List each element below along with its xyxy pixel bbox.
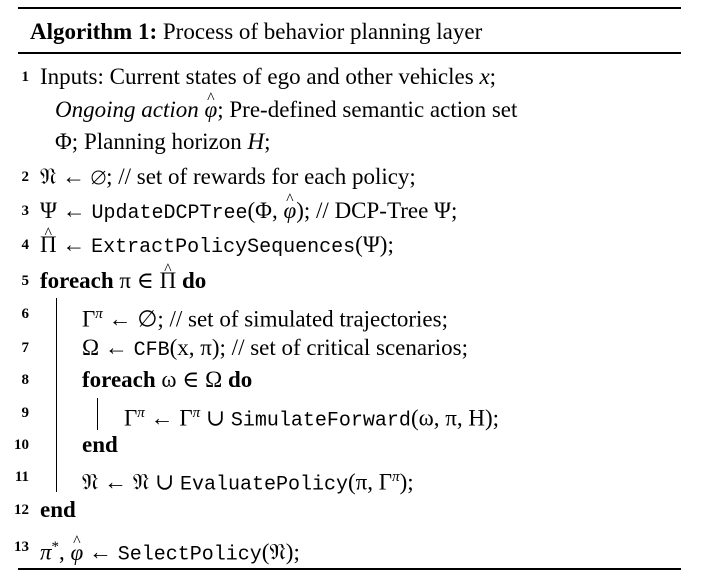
math-var: ^ φ <box>284 196 297 226</box>
line-number: 9 <box>21 405 29 421</box>
line-number: 12 <box>14 502 29 518</box>
math-var: π <box>40 539 52 565</box>
algorithm-caption <box>30 17 482 47</box>
line-text: Ψ ← <box>40 198 92 223</box>
line-text: ← Γ <box>144 405 193 431</box>
function-name: UpdateDCPTree <box>91 202 248 225</box>
algorithm-line <box>82 333 468 363</box>
algorithm-line <box>40 532 300 567</box>
math-var: ^ Π <box>160 266 177 296</box>
line-text: Ω ← <box>82 335 134 360</box>
line-text: (Ψ); <box>355 232 394 257</box>
algorithm-line <box>40 495 76 525</box>
algorithm-line <box>82 462 414 497</box>
keyword: end <box>40 497 76 522</box>
line-number: 8 <box>21 372 29 388</box>
line-number: 5 <box>21 273 29 289</box>
keyword: end <box>82 432 118 457</box>
algorithm-line <box>82 299 448 332</box>
line-text: ← <box>56 232 92 257</box>
algorithm-line <box>55 95 517 125</box>
line-text: Inputs: Current states of ego and other vehicles <box>40 64 480 89</box>
keyword: do <box>227 367 253 392</box>
line-text: Ongoing action <box>55 97 205 122</box>
algorithm-label: Algorithm 1: <box>30 19 158 44</box>
line-number: 6 <box>21 306 29 322</box>
algorithm-line <box>82 365 252 395</box>
line-number: 13 <box>14 539 29 555</box>
superscript: π <box>192 405 201 421</box>
line-text: ; Pre-defined semantic action set <box>217 97 518 122</box>
keyword: do <box>176 268 207 293</box>
caption-rule <box>18 52 681 54</box>
line-text: ω ∈ Ω <box>155 367 228 392</box>
algorithm-line <box>40 266 206 296</box>
line-text: ; <box>489 64 497 89</box>
line-text: (𝔑); <box>261 539 300 565</box>
function-name: SelectPolicy <box>117 543 262 567</box>
line-text: ← <box>83 539 118 565</box>
line-number: 10 <box>14 437 29 453</box>
line-text: 𝔑 ← ∅; // set of rewards for each policy; <box>40 164 416 189</box>
top-rule <box>18 7 681 9</box>
function-name: ExtractPolicySequences <box>91 236 356 259</box>
line-text: , <box>59 539 71 565</box>
line-number: 2 <box>21 169 29 185</box>
line-number: 11 <box>14 469 29 485</box>
line-text: π ∈ <box>113 268 160 293</box>
block-indent-line <box>56 298 57 492</box>
bottom-rule <box>18 568 681 570</box>
line-text: ← ∅; // set of simulated trajectories; <box>102 306 448 332</box>
block-indent-line <box>97 398 98 430</box>
line-number: 1 <box>21 69 29 85</box>
algorithm-line <box>82 430 118 460</box>
algorithm-line <box>40 162 416 192</box>
superscript: π <box>137 405 145 421</box>
line-text: ); <box>399 469 414 495</box>
line-text: 𝔑 ← 𝔑 ∪ <box>82 469 180 495</box>
line-text: (π, Γ <box>348 469 393 495</box>
superscript: π <box>392 469 400 485</box>
superscript: * <box>51 539 60 555</box>
line-text: (ω, π, H); <box>410 405 500 431</box>
math-var: H <box>247 129 265 154</box>
algorithm-line <box>124 398 500 433</box>
math-var: ^ φ <box>205 95 218 125</box>
algorithm-line <box>55 127 271 157</box>
function-name: CFB <box>133 339 170 362</box>
algorithm-line <box>40 230 394 260</box>
line-text: Φ; Planning horizon <box>55 129 248 154</box>
line-text: Γ <box>82 306 96 332</box>
function-name: EvaluatePolicy <box>179 473 349 497</box>
line-number: 7 <box>21 340 29 356</box>
algorithm-title: Process of behavior planning layer <box>162 19 483 44</box>
math-var: ^ φ <box>71 538 84 568</box>
algorithm-line <box>40 196 457 226</box>
line-text: ; <box>264 129 271 154</box>
line-text: ); // DCP-Tree Ψ; <box>296 198 458 223</box>
function-name: SimulateForward <box>230 409 411 433</box>
keyword: foreach <box>40 268 114 293</box>
math-var: x <box>479 64 490 89</box>
superscript: π <box>95 306 103 322</box>
line-text: Γ <box>124 405 138 431</box>
line-text: ∪ <box>200 405 231 431</box>
line-text: (x, π); // set of critical scenarios; <box>169 335 468 360</box>
algorithm-line <box>40 62 496 92</box>
math-var: ^ Π <box>40 230 57 260</box>
line-text: (Φ, <box>247 198 284 223</box>
line-number: 3 <box>21 203 29 219</box>
keyword: foreach <box>82 367 156 392</box>
line-number: 4 <box>21 237 29 253</box>
